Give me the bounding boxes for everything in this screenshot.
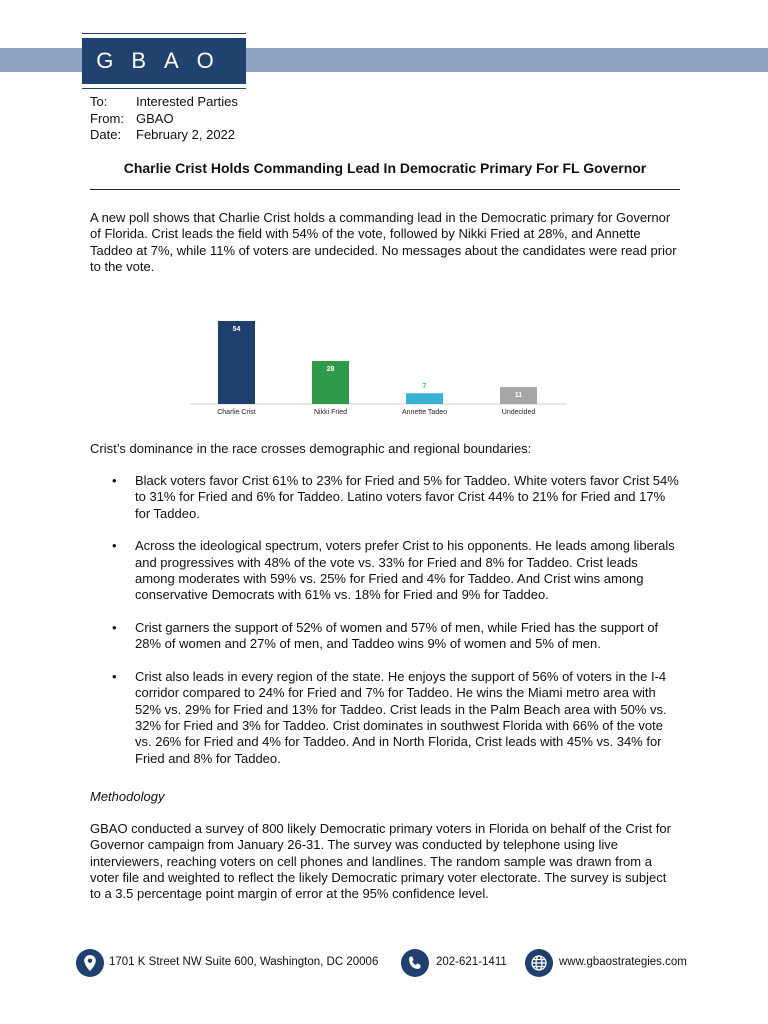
list-item	[90, 473, 680, 522]
findings-list	[90, 473, 680, 783]
chart-value-label: 28	[326, 365, 335, 373]
footer-website[interactable]: www.gbaostrategies.com	[559, 956, 687, 968]
chart-bar	[406, 393, 443, 404]
memo-header	[90, 94, 238, 144]
bullet-text: Crist garners the support of 52% of women and 57% of men, while Fried has the support of 28% of women and 27% of men, and Taddeo wins 9% of women and 5% of men.	[135, 620, 659, 652]
bullet-text: Crist also leads in every region of the state. He enjoys the support of 56% of voters in the I-4 corridor compared to 24% for Fried and 7% for Taddeo. He wins the Miami metro area with 52% vs. 29% for Fried and 13% for Taddeo. Crist leads in the Palm Beach area with 50% vs. 32% for Fried and 3% for Taddeo. Crist dominates in southwest Florida with 66% of the vote vs. 26% for Fried and 4% for Taddeo. And in North Florida, Crist leads with 45% vs. 34% for Fried and 8% for Taddeo.	[135, 669, 667, 766]
footer	[0, 946, 768, 982]
to-value: Interested Parties	[136, 94, 238, 109]
logo-top-rule	[82, 33, 246, 34]
to-label: To:	[90, 94, 108, 109]
list-item	[90, 620, 680, 653]
chart-category-label: Undecided	[501, 409, 536, 416]
from-label: From:	[90, 110, 124, 126]
list-item	[90, 669, 680, 767]
intro-paragraph: A new poll shows that Charlie Crist holds a commanding lead in the Democratic primary for Governor of Florida. Crist leads the field with 54% of the vote, followed by Nikki Fried at 28%, and Annette Taddeo at 7%, while 11% of voters are undecided. No messages about the candidates were read prior to the vote.	[90, 210, 677, 274]
location-pin-icon	[76, 949, 104, 977]
gbao-logo: GBAO	[82, 38, 246, 84]
vote-share-chart	[190, 310, 570, 425]
memo-title: Charlie Crist Holds Commanding Lead In Democratic Primary For FL Governor	[123, 160, 647, 176]
footer-address: 1701 K Street NW Suite 600, Washington, DC 20006	[109, 956, 379, 968]
chart-category-label: Annette Tadeo	[401, 409, 448, 416]
date-value: February 2, 2022	[136, 127, 236, 142]
methodology-heading: Methodology	[90, 789, 165, 804]
logo-bottom-rule	[82, 88, 246, 89]
bullet-dot: •	[112, 473, 117, 488]
from-value: GBAO	[136, 110, 174, 126]
list-item	[90, 538, 680, 603]
chart-category-label: Nikki Fried	[313, 409, 348, 416]
date-label: Date:	[90, 127, 122, 142]
header-band-left	[0, 48, 82, 72]
chart-value-label: 11	[514, 392, 523, 400]
title-rule	[90, 189, 680, 190]
chart-value-label: 54	[232, 326, 241, 333]
bullet-dot: •	[112, 669, 117, 685]
chart-bar	[218, 321, 255, 404]
methodology-paragraph: GBAO conducted a survey of 800 likely Democratic primary voters in Florida on behalf of the Crist for Governor campaign from January 26-31. The survey was conducted by telephone using live interviewers, reaching voters on cell phones and landlines. The random sample was drawn from a voter file and weighted to reflect the likely Democratic primary voter electorate. The survey is subject to a 3.5 percentage point margin of error at the 95% confidence level.	[90, 821, 671, 902]
phone-icon	[401, 949, 429, 977]
bullet-text: Black voters favor Crist 61% to 23% for Fried and 5% for Taddeo. White voters favor Crist 54% to 31% for Fried and 6% for Taddeo. Latino voters favor Crist 44% to 21% for Fried and 17% for Taddeo.	[135, 473, 679, 521]
bullet-dot: •	[112, 620, 117, 636]
chart-category-label: Charlie Crist	[217, 409, 256, 416]
chart-value-label: 7	[422, 383, 427, 391]
bullet-dot: •	[112, 538, 117, 554]
dominance-intro: Crist’s dominance in the race crosses demographic and regional boundaries:	[90, 441, 532, 456]
footer-phone[interactable]: 202-621-1411	[436, 956, 507, 968]
header-band-right	[246, 48, 768, 72]
bullet-text: Across the ideological spectrum, voters prefer Crist to his opponents. He leads among liberals and progressives with 48% of the vote vs. 33% for Fried and 8% for Taddeo. Crist leads among moderates with 59% vs. 25% for Fried and 4% for Taddeo. And Crist wins among conservative Democrats with 61% vs. 18% for Fried and 9% for Taddeo.	[135, 538, 675, 603]
globe-icon	[525, 949, 553, 977]
chart-bars	[217, 321, 537, 416]
